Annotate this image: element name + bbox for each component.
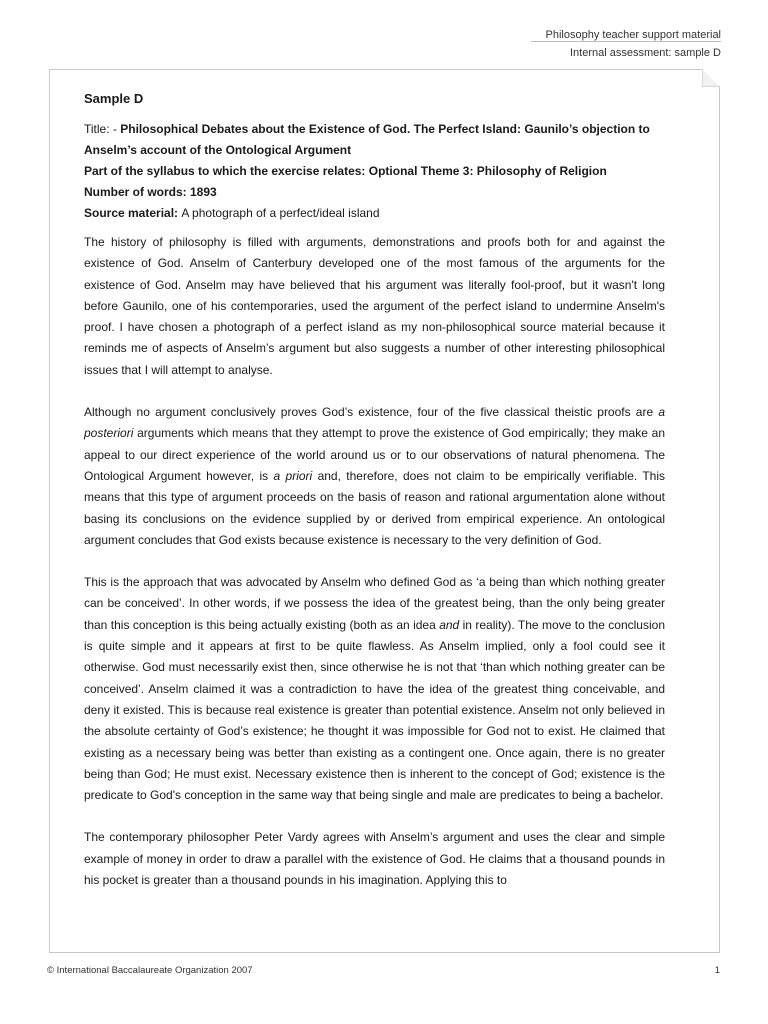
- p3-italic-and: and: [439, 617, 460, 632]
- word-count: Number of words: 1893: [84, 185, 217, 199]
- source-text: A photograph of a perfect/ideal island: [181, 206, 380, 220]
- footer-copyright: © International Baccalaureate Organization 2007: [47, 965, 253, 976]
- page-number: 1: [714, 965, 720, 976]
- p2-text-a: Although no argument conclusively proves God’s existence, four of the five classical theistic proofs are: [84, 405, 659, 420]
- title-label: Title: -: [84, 122, 121, 136]
- p3-text-b: in reality). The move to the conclusion is quite simple and it appears at first to be quite flawless. As Anselm implied, only a fool could see it otherwise. God must necessarily exist then, since otherwise he is not that ‘than which nothing greater can be conceived’. Anselm claimed it was a contradiction to have the idea of the greatest thing conceivable, and deny it existed. This is because real existence is greater than potential existence. Anselm not only believed in the absolute certainty of God’s existence; he thought it was impossible for God not to exist. He claimed that existing as a necessary being was better than existing as a contingent one. Once again, there is no greater being than God; He must exist. Necessary existence then is inherent to the concept of God; existence is the predicate to God's conception in the same way that being single and male are predicates to being a bachelor.: [84, 617, 665, 803]
- source-label: Source material:: [84, 206, 182, 220]
- p2-text-b: arguments which means that they attempt to prove the existence of God empirically; they make an appeal to our direct experience of the world around us or to our observations of natural phenomena. The Ontological Argument however, is: [84, 426, 665, 483]
- p3-text-a: This is the approach that was advocated by Anselm who defined God as ‘a being than which nothing greater can be conceived’. In other words, if we possess the idea of the greatest being, than the only being greater than this conception is this being actually existing (both as an idea: [84, 575, 665, 632]
- p2-italic-a-posteriori: a posteriori: [84, 405, 665, 441]
- sample-title: Sample D: [84, 91, 144, 106]
- source-line: [84, 203, 665, 224]
- meta-block: [84, 119, 665, 224]
- essay-body: [84, 232, 665, 891]
- syllabus-line: Part of the syllabus to which the exercise relates: Optional Theme 3: Philosophy of Religion: [84, 164, 607, 178]
- p2-italic-a-priori: a priori: [273, 468, 313, 483]
- header-line-1: Philosophy teacher support material: [545, 29, 721, 41]
- p2-text-c: and, therefore, does not claim to be empirically verifiable. This means that this type of argument proceeds on the basis of reason and rational argumentation alone without basing its conclusions on the evidence supplied by or derived from empirical experience. An ontological argument concludes that God exists because existence is necessary to the very definition of God.: [84, 468, 666, 547]
- folded-corner-icon: [702, 69, 720, 87]
- header-divider: [531, 41, 721, 42]
- header-line-2: Internal assessment: sample D: [569, 47, 721, 59]
- title-line: [84, 119, 665, 161]
- paragraph-1: The history of philosophy is filled with arguments, demonstrations and proofs both for and against the existence of God. Anselm of Canterbury developed one of the most famous of the arguments for the existence of God. Anselm may have believed that his argument was literally fool-proof, but it wasn't long before Gaunilo, one of his contemporaries, used the argument of the perfect island to undermine Anselm's proof. I have chosen a photograph of a perfect island as my non-philosophical source material because it reminds me of aspects of Anselm’s argument but also suggests a number of other interesting philosophical issues that I will attempt to analyse.: [84, 235, 665, 377]
- paragraph-3: [84, 572, 665, 806]
- title-text: Philosophical Debates about the Existence of God. The Perfect Island: Gaunilo’s objection to Anselm’s account of the Ontological Argument: [84, 122, 650, 157]
- document-content: [84, 91, 665, 912]
- paragraph-4: The contemporary philosopher Peter Vardy agrees with Anselm’s argument and uses the clear and simple example of money in order to draw a parallel with the existence of God. He claims that a thousand pounds in his pocket is greater than a thousand pounds in his imagination. Applying this to: [84, 830, 665, 888]
- paragraph-2: [84, 402, 665, 551]
